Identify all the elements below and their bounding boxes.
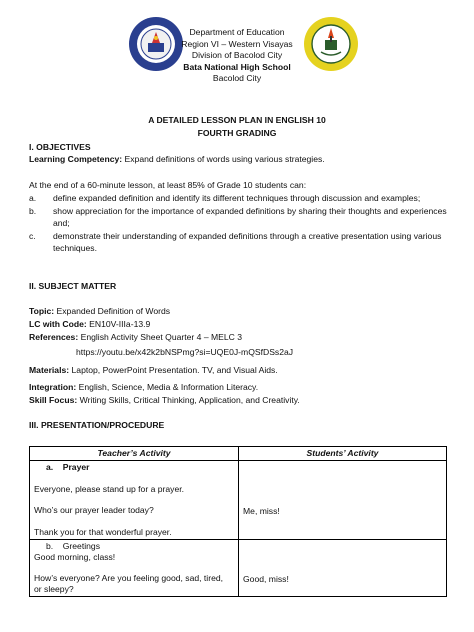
table-row: [30, 539, 447, 596]
procedure-heading: III. PRESENTATION/PROCEDURE: [29, 420, 165, 430]
objectives-intro: At the end of a 60-minute lesson, at least 85% of Grade 10 students can:: [29, 180, 307, 190]
materials-line: [29, 365, 452, 376]
procedure-table: [29, 446, 447, 597]
objective-item: [29, 230, 454, 255]
topic-line: [29, 306, 452, 317]
objective-item: [29, 205, 454, 230]
skill-value: Writing Skills, Critical Thinking, Application, and Creativity.: [77, 395, 300, 405]
references-value: English Activity Sheet Quarter 4 – MELC 3: [78, 332, 243, 342]
students-cell: [239, 539, 447, 596]
objective-text: define expanded definition and identify its different techniques through discussion and examples;: [53, 193, 421, 203]
teacher-line: Everyone, please stand up for a prayer.: [34, 483, 185, 494]
reference-url: https://youtu.be/x42k2bNSPmg?si=UQE0J-mQSfDSs2aJ: [76, 347, 294, 357]
document-title-line2: FOURTH GRADING: [197, 128, 277, 138]
teacher-line: How’s everyone? Are you feeling good, sad, tired,: [34, 573, 224, 584]
table-row: [30, 461, 447, 540]
letterhead-city: Bacolod City: [212, 73, 262, 83]
letterhead-region: Region VI – Western Visayas: [181, 38, 293, 49]
skill-line: [29, 395, 452, 406]
lc-label: LC with Code:: [29, 319, 87, 329]
objective-marker: c.: [29, 230, 36, 241]
table-header-row: [30, 447, 447, 461]
competency-text: Expand definitions of words using various strategies.: [122, 154, 325, 164]
competency-label: Learning Competency:: [29, 154, 123, 164]
objective-item: [29, 192, 454, 205]
activity-subheading: [34, 462, 234, 473]
lc-line: [29, 319, 452, 330]
activity-subheading: [34, 541, 234, 552]
objective-marker: b.: [29, 205, 37, 216]
objective-text: show appreciation for the importance of expanded definitions by sharing their thoughts and experiences and;: [53, 205, 447, 229]
students-cell: [239, 461, 447, 540]
sub-title: Prayer: [62, 462, 90, 472]
teacher-cell: [30, 461, 239, 540]
sub-marker: a.: [46, 462, 54, 472]
references-label: References:: [29, 332, 79, 342]
subject-heading: II. SUBJECT MATTER: [29, 281, 117, 291]
integration-value: English, Science, Media & Information Literacy.: [76, 382, 259, 392]
materials-value: Laptop, PowerPoint Presentation. TV, and Visual Aids.: [69, 365, 278, 375]
letterhead-division: Division of Bacolod City: [191, 50, 283, 60]
integration-label: Integration:: [29, 382, 77, 392]
objectives-list: [29, 192, 454, 255]
teacher-line: Thank you for that wonderful prayer.: [34, 527, 172, 538]
students-column-header: Students’ Activity: [239, 447, 447, 461]
document-title-line1: A DETAILED LESSON PLAN IN ENGLISH 10: [148, 115, 326, 125]
lc-value: EN10V-IIIa-13.9: [86, 319, 151, 329]
objective-text: demonstrate their understanding of expanded definitions through a creative presentation using various techniques.: [53, 230, 442, 254]
sub-title: Greetings: [62, 540, 100, 551]
objective-marker: a.: [29, 193, 37, 203]
letterhead: [0, 27, 474, 85]
student-line: Me, miss!: [243, 506, 280, 516]
objectives-heading: I. OBJECTIVES: [29, 142, 91, 152]
teacher-column-header: Teacher’s Activity: [30, 447, 239, 461]
teacher-line: Who’s our prayer leader today?: [34, 505, 154, 516]
materials-label: Materials:: [29, 365, 70, 375]
topic-value: Expanded Definition of Words: [54, 306, 171, 316]
topic-label: Topic:: [29, 306, 55, 316]
skill-label: Skill Focus:: [29, 395, 78, 405]
sub-marker: b.: [46, 540, 54, 551]
student-line: Good, miss!: [243, 573, 289, 584]
teacher-line: or sleepy?: [34, 584, 74, 595]
integration-line: [29, 382, 452, 393]
letterhead-department: Department of Education: [189, 27, 285, 37]
document-title: [0, 114, 474, 140]
letterhead-school: Bata National High School: [183, 61, 291, 72]
learning-competency: [29, 154, 452, 165]
references-line: [29, 332, 452, 343]
teacher-cell: [30, 539, 239, 596]
teacher-line: Good morning, class!: [34, 551, 116, 562]
